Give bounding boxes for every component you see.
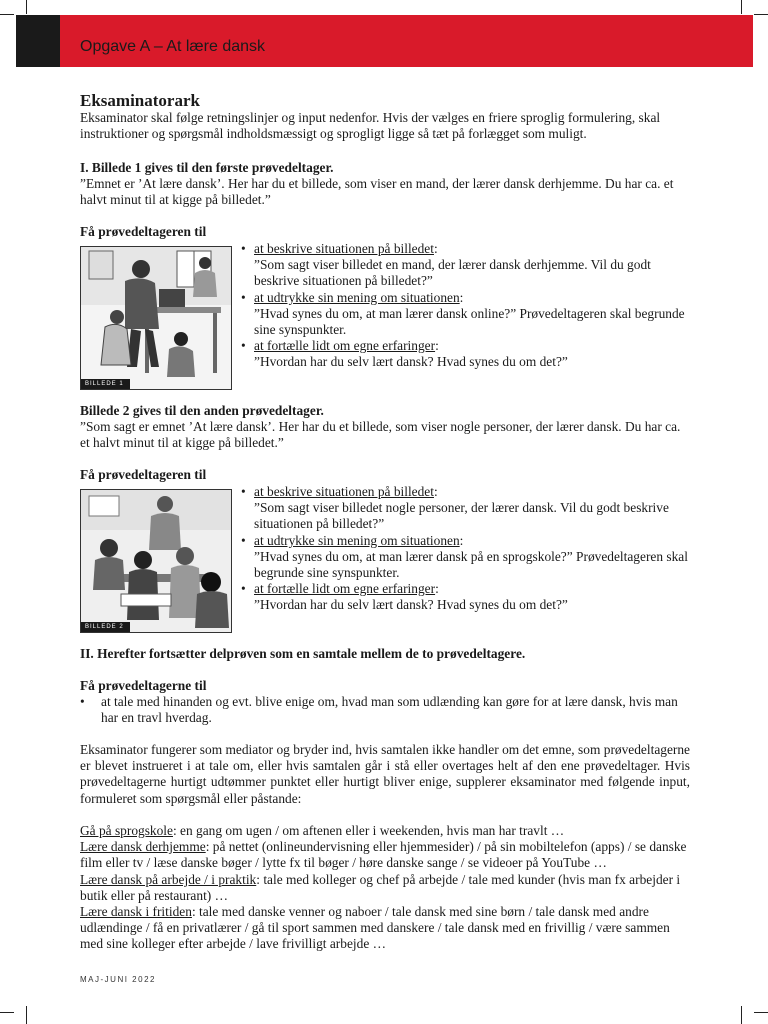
bullet-lead: at udtrykke sin mening om situationen — [254, 289, 460, 305]
crop-mark — [754, 14, 768, 15]
input-text: : på nettet (onlineundervisning eller hjemmesider) / på sin mobiltelefon (apps) / se danske film eller tv / læse danske bøger / lytte fx til bøger / høre danske sange / se videoer på YouTube … — [80, 839, 687, 871]
input-text: : en gang om ugen / om aftenen eller i weekenden, hvis man har travlt … — [172, 823, 565, 838]
list-item — [241, 533, 691, 582]
part1b-subheading: Få prøvedeltageren til — [80, 467, 207, 482]
page-title: Opgave A – At lære dansk — [80, 38, 266, 55]
picture-1-illustration — [81, 247, 231, 389]
part1-subheading: Få prøvedeltageren til — [80, 224, 207, 239]
input-lead: Lære dansk på arbejde / i praktik — [80, 871, 257, 887]
bullet-colon: : — [433, 241, 438, 256]
bullet-colon: : — [435, 338, 439, 354]
part1-heading: I. Billede 1 gives til den første prøvedeltager. — [80, 160, 334, 175]
crop-mark — [0, 14, 14, 15]
list-item — [80, 904, 690, 953]
part1-bullet-list — [241, 241, 691, 371]
picture-2-label: BILLEDE 2 — [81, 622, 130, 632]
intro-text: Eksaminator skal følge retningslinjer og input nedenfor. Hvis der vælges en friere sproglig formulering, skal instruktioner og spørgsmål indholdsmæssigt og sprogligt ligge så tæt på forlægget som muligt. — [80, 110, 661, 142]
input-text: : tale med danske venner og naboer / tale dansk med sine børn / tale dansk med andre udlændinge / få en privatlærer / gå til sport sammen med danskere / tale dansk med en frivillig / være sammen med sine kolleger efter arbejde / lave frivilligt arbejde … — [80, 904, 670, 952]
bullet-lead: at fortælle lidt om egne erfaringer — [254, 338, 436, 354]
bullet-lead: at fortælle lidt om egne erfaringer — [254, 581, 436, 597]
bullet-lead: at beskrive situationen på billedet — [254, 241, 434, 256]
crop-mark — [754, 1012, 768, 1013]
crop-mark — [741, 0, 742, 14]
footer-date: MAJ-JUNI 2022 — [80, 975, 156, 984]
list-item — [241, 581, 691, 613]
bullet-text: ”Som sagt viser billedet en mand, der lærer dansk derhjemme. Vil du godt beskrive situationen på billedet?” — [254, 257, 651, 289]
picture-2-illustration — [81, 490, 231, 632]
bullet-text: ”Hvad synes du om, at man lærer dansk på en sprogskole?” Prøvedeltageren skal begrunde sine synspunkter. — [254, 548, 688, 581]
list-item — [241, 484, 691, 533]
bullet-lead: at udtrykke sin mening om situationen — [254, 532, 460, 548]
bullet-colon: : — [433, 484, 438, 499]
input-text: : tale med kolleger og chef på arbejde / tale med kunder (hvis man fx arbejder i butik eller på restaurant) … — [80, 871, 681, 903]
bullet-colon: : — [459, 532, 464, 548]
mediator-text: Eksaminator fungerer som mediator og bryder ind, hvis samtalen ikke handler om det emne, som prøvedeltagerne er blevet instrueret i at tale om, eller hvis samtalen går i stå eller overtages helt af den ene prøvedeltager. Hvis prøvedeltagerne hurtigt udtømmer punktet eller hurtigt bliver enige, supplerer eksaminator med følgende input, formuleret som spørgsmål eller påstande: — [80, 742, 690, 806]
crop-mark — [26, 0, 27, 14]
list-item — [241, 290, 691, 339]
bullet-text: ”Hvad synes du om, at man lærer dansk online?” Prøvedeltageren skal begrunde sine synspunkter. — [254, 305, 685, 338]
part1b-heading: Billede 2 gives til den anden prøvedeltager. — [80, 403, 324, 418]
bullet-text: at tale med hinanden og evt. blive enige om, hvad man som udlænding kan gøre for at lære dansk, hvis man har en travl hverdag. — [101, 694, 678, 726]
list-item — [80, 694, 690, 726]
bullet-mark: • — [80, 694, 85, 709]
input-lead: Lære dansk i fritiden — [80, 904, 192, 920]
part2-bullet — [80, 694, 690, 726]
picture-1 — [80, 246, 232, 390]
part2-subheading: Få prøvedeltagerne til — [80, 678, 207, 693]
input-list — [80, 823, 690, 953]
part1-text: ”Emnet er ’At lære dansk’. Her har du et billede, som viser en mand, der lærer dansk derhjemme. Du har ca. et halvt minut til at kigge på billedet.” — [80, 176, 674, 208]
bullet-text: ”Hvordan har du selv lært dansk? Hvad synes du om det?” — [254, 597, 568, 613]
picture-2 — [80, 489, 232, 633]
document-heading: Eksaminatorark — [80, 91, 200, 110]
part2-heading: II. Herefter fortsætter delprøven som en samtale mellem de to prøvedeltagere. — [80, 646, 526, 661]
list-item — [80, 823, 690, 839]
list-item — [80, 839, 690, 871]
part1b-text: ”Som sagt er emnet ’At lære dansk’. Her har du et billede, som viser nogle personer, der lærer dansk. Du har ca. et halvt minut til at kigge på billedet.” — [80, 419, 681, 451]
crop-mark — [741, 1006, 742, 1024]
bullet-colon: : — [435, 581, 439, 597]
part1b-bullet-list — [241, 484, 691, 614]
bullet-colon: : — [459, 289, 464, 305]
bullet-text: ”Som sagt viser billedet nogle personer, der lærer dansk. Vil du godt beskrive situationen på billedet?” — [254, 500, 669, 532]
picture-1-label: BILLEDE 1 — [81, 379, 130, 389]
header-accent — [16, 15, 60, 67]
list-item — [80, 872, 690, 904]
list-item — [241, 338, 691, 370]
bullet-lead: at beskrive situationen på billedet — [254, 484, 434, 499]
crop-mark — [26, 1006, 27, 1024]
bullet-text: ”Hvordan har du selv lært dansk? Hvad synes du om det?” — [254, 354, 568, 370]
crop-mark — [0, 1012, 14, 1013]
input-lead: Lære dansk derhjemme — [80, 839, 206, 855]
list-item — [241, 241, 691, 290]
input-lead: Gå på sprogskole — [80, 823, 173, 838]
